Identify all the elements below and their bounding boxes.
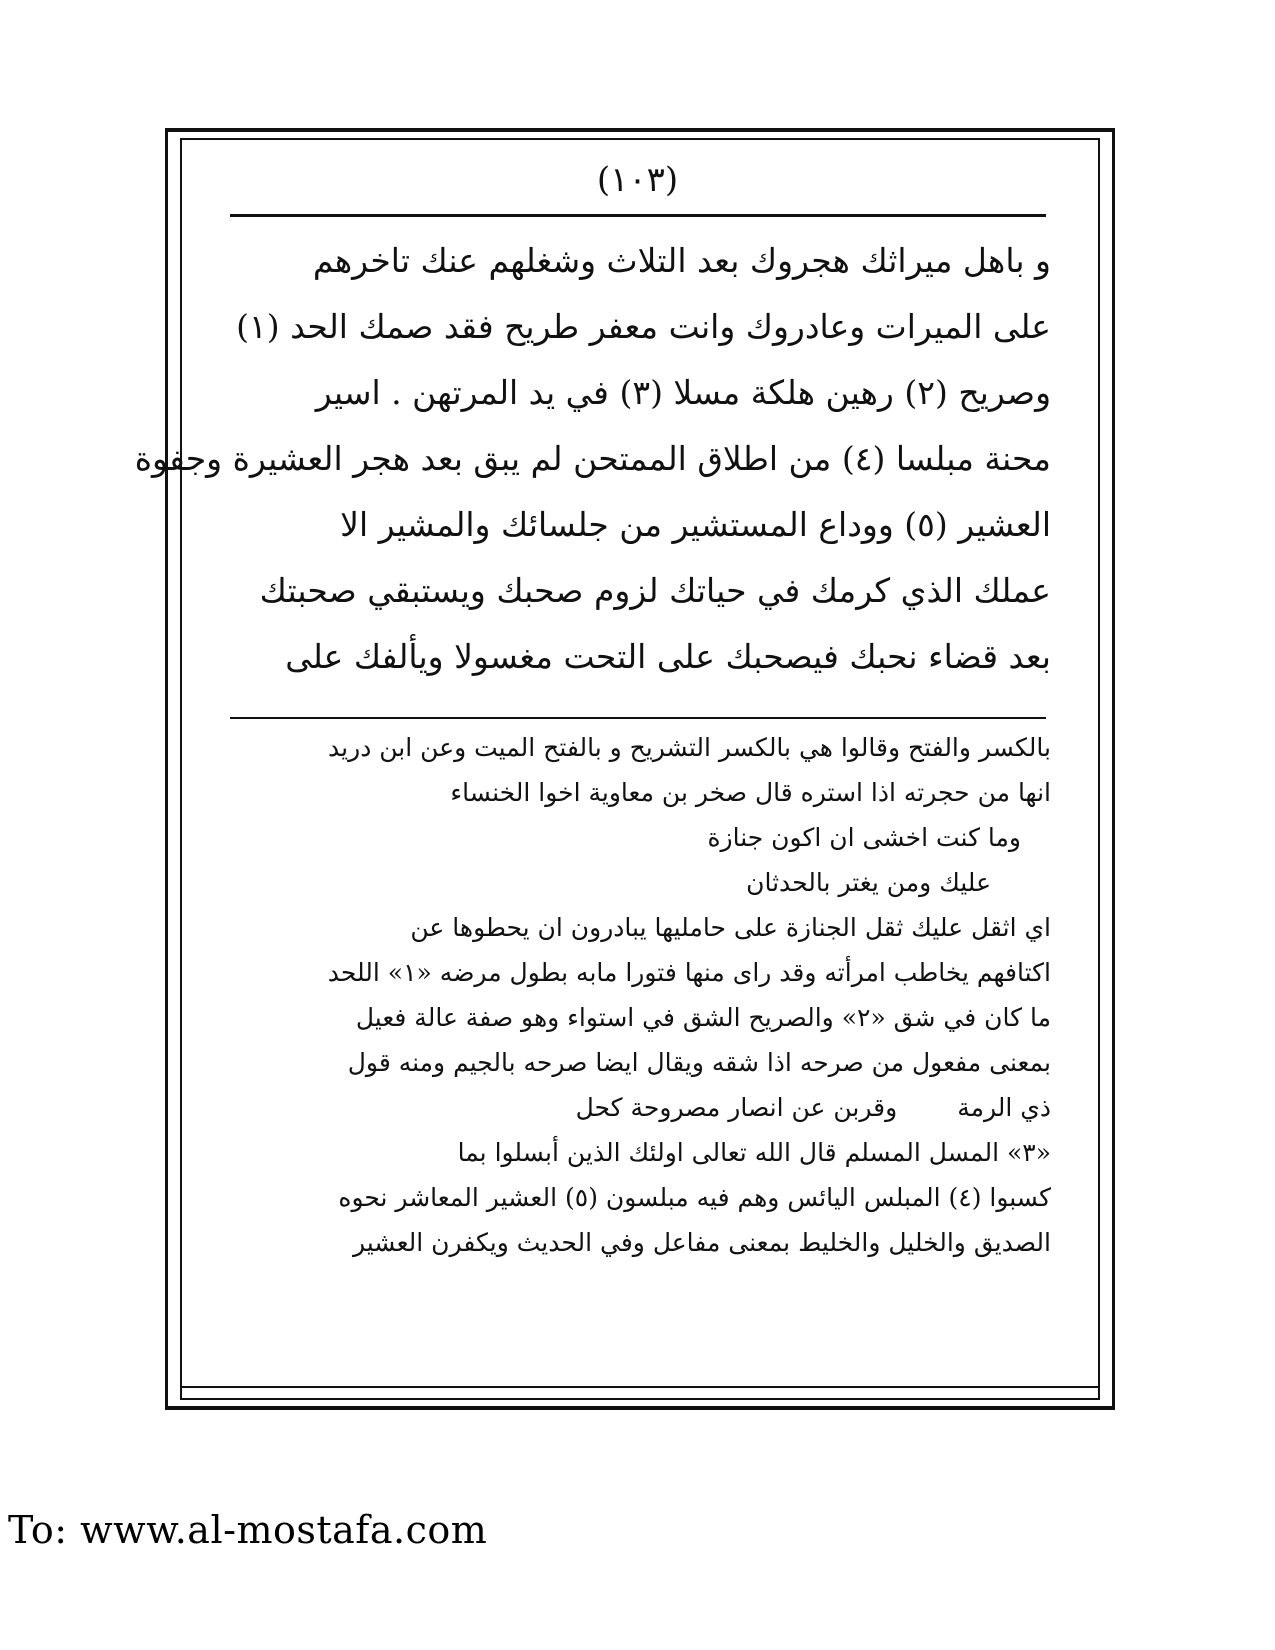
footnote-line: انها من حجرته اذا استره قال صخر بن معاوية اخوا الخنساء <box>450 778 1051 807</box>
footnote-line: الصديق والخليل والخليط بمعنى مفاعل وفي الحديث ويكفرن العشير <box>352 1228 1051 1257</box>
footnote-line: بمعنى مفعول من صرحه اذا شقه ويقال ايضا صرحه بالجيم ومنه قول <box>347 1048 1051 1077</box>
main-text-line: بعد قضاء نحبك فيصحبك على التحت مغسولا ويألفك على <box>285 637 1051 676</box>
verse-line: عليك ومن يغتر بالحدثان <box>746 868 991 897</box>
footnote-line <box>225 1085 1051 1130</box>
footnote-line: اكتافهم يخاطب امرأته وقد راى منها فتورا مابه بطول مرضه «١» اللحد <box>327 958 1051 987</box>
verse-quote: وقربن عن انصار مصروحة كحل <box>575 1093 898 1122</box>
footnote-separator <box>230 717 1046 719</box>
poet-name: ذي الرمة <box>957 1093 1051 1122</box>
footnote-line: بالكسر والفتح وقالوا هي بالكسر التشريح و بالفتح الميت وعن ابن دريد <box>328 733 1051 762</box>
footnote-line: اي اثقل عليك ثقل الجنازة على حامليها يبادرون ان يحطوها عن <box>410 913 1051 942</box>
verse-line: وما كنت اخشى ان اكون جنازة <box>707 823 1021 852</box>
footnotes <box>225 725 1051 1265</box>
footnote-line: ما كان في شق «٢» والصريح الشق في استواء وهو صفة عالة فعيل <box>355 1003 1051 1032</box>
source-watermark: To: www.al-mostafa.com <box>8 1508 488 1552</box>
main-text-line: عملك الذي كرمك في حياتك لزوم صحبك ويستبقي صحبتك <box>259 571 1051 610</box>
header-rule <box>230 214 1046 217</box>
page-frame-bottom-rule <box>180 1386 1100 1388</box>
page-number: (١٠٣) <box>596 160 679 200</box>
main-text-line: محنة مبلسا (٤) من اطلاق الممتحن لم يبق بعد هجر العشيرة وجفوة <box>134 439 1051 478</box>
footnote-line: كسبوا (٤) المبلس اليائس وهم فيه مبلسون (٥) العشير المعاشر نحوه <box>338 1183 1051 1212</box>
main-text-line: وصريح (٢) رهين هلكة مسلا (٣) في يد المرتهن . اسير <box>315 373 1051 412</box>
footnote-line: «٣» المسل المسلم قال الله تعالى اولئك الذين أبسلوا بما <box>457 1138 1051 1167</box>
main-text-line: العشير (٥) ووداع المستشير من جلسائك والمشير الا <box>340 505 1051 544</box>
main-text-line: على الميرات وعادروك وانت معفر طريح فقد صمك الحد (١) <box>236 307 1051 346</box>
main-text-line: و باهل ميراثك هجروك بعد التلاث وشغلهم عنك تاخرهم <box>312 241 1051 280</box>
main-text <box>134 228 1051 690</box>
